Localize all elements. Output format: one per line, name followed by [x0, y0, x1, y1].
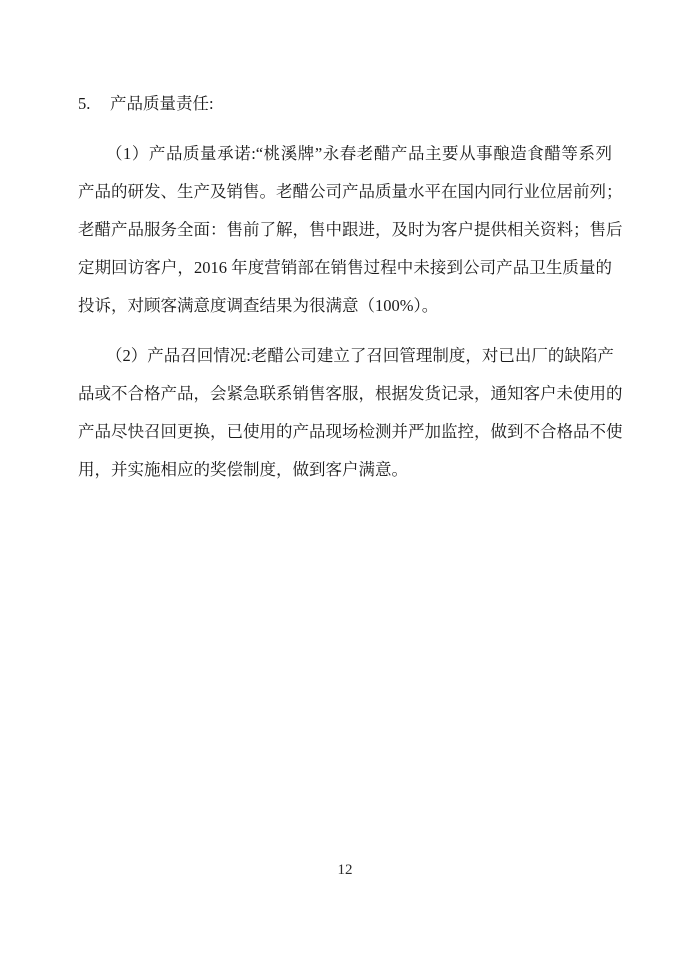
document-content	[78, 85, 623, 489]
paragraph-line: 产品尽快召回更换，已使用的产品现场检测并严加监控，做到不合格品不使	[78, 422, 623, 441]
paragraph-line: 品或不合格产品，会紧急联系销售客服，根据发货记录，通知客户未使用的	[78, 384, 623, 403]
paragraph-product-quality-commitment	[78, 135, 623, 325]
section-title: 产品质量责任:	[110, 94, 214, 113]
section-heading	[78, 85, 612, 123]
paragraph-line: 产品的研发、生产及销售。老醋公司产品质量水平在国内同行业位居前列；	[78, 182, 623, 201]
paragraph-line: 老醋产品服务全面：售前了解，售中跟进，及时为客户提供相关资料；售后	[78, 220, 623, 239]
section-number: 5.	[78, 94, 91, 113]
paragraph-line: 用，并实施相应的奖偿制度，做到客户满意。	[78, 460, 408, 479]
paragraph-line: （1）产品质量承诺:“桃溪牌”永春老醋产品主要从事酿造食醋等系列	[106, 144, 612, 163]
paragraph-line: （2）产品召回情况:老醋公司建立了召回管理制度，对已出厂的缺陷产	[106, 346, 614, 365]
paragraph-line: 定期回访客户，2016 年度营销部在销售过程中未接到公司产品卫生质量的	[78, 258, 612, 277]
paragraph-line: 投诉，对顾客满意度调查结果为很满意（100%）。	[78, 296, 439, 315]
paragraph-product-recall	[78, 337, 623, 489]
page-number: 12	[337, 862, 353, 878]
